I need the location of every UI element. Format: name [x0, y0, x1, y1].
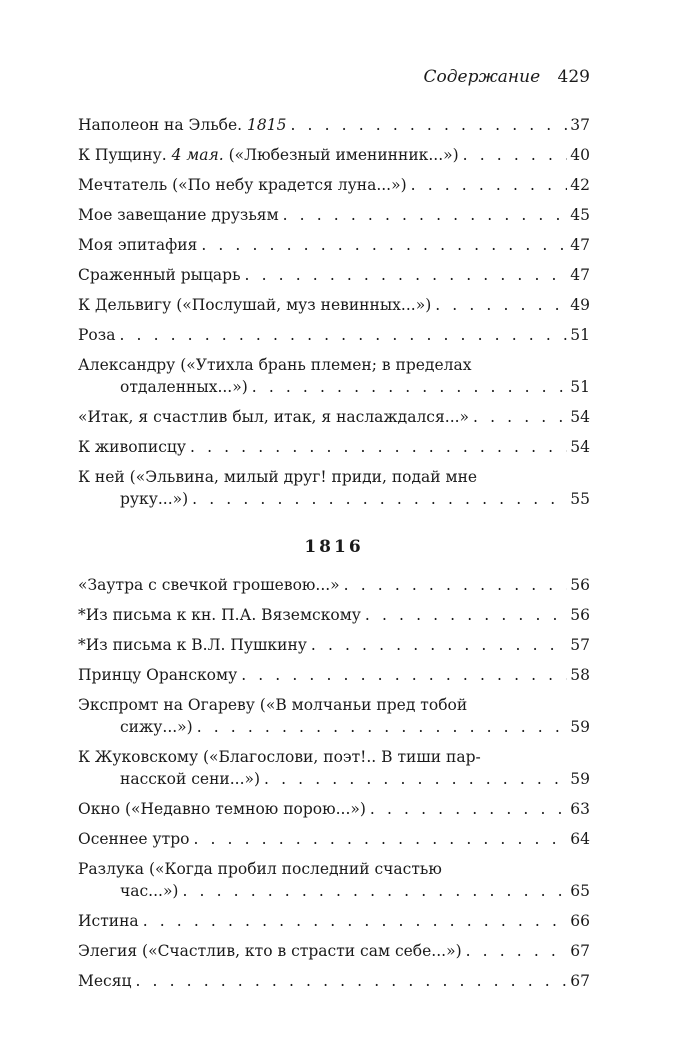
- entry-title: *Из письма к В.Л. Пушкину: [78, 636, 307, 654]
- toc-entry[interactable]: [78, 940, 590, 962]
- dot-leader: [197, 716, 568, 738]
- entry-title: Истина: [78, 912, 139, 930]
- dot-leader: [201, 234, 567, 256]
- toc-entry[interactable]: [78, 264, 590, 286]
- toc-entry[interactable]: [78, 574, 590, 596]
- entry-title: Роза: [78, 326, 116, 344]
- entry-title: К Дельвигу («Послушай, муз невинных...»): [78, 296, 432, 314]
- entry-title: Экспромт на Огареву («В молчаньи пред тобой: [78, 696, 468, 714]
- dot-leader: [466, 940, 568, 962]
- toc-entry[interactable]: [78, 910, 590, 932]
- entry-page: 56: [570, 576, 590, 594]
- dot-leader: [365, 604, 567, 626]
- dot-leader: [135, 970, 567, 992]
- entry-page: 51: [570, 378, 590, 396]
- entry-page: 49: [570, 296, 590, 314]
- dot-leader: [411, 174, 568, 196]
- toc-entry[interactable]: [78, 970, 590, 992]
- toc-entry[interactable]: [78, 828, 590, 850]
- entry-title-continuation: сижу...»): [120, 718, 193, 736]
- entry-page: 59: [570, 770, 590, 788]
- entry-page: 37: [570, 116, 590, 134]
- toc-group-1816: [78, 574, 590, 1000]
- entry-page: 67: [570, 972, 590, 990]
- entry-title: Мечтатель («По небу крадется луна...»): [78, 176, 407, 194]
- entry-page: 67: [570, 942, 590, 960]
- entry-page: 40: [570, 146, 590, 164]
- dot-leader: [245, 264, 568, 286]
- entry-title: Принцу Оранскому: [78, 666, 238, 684]
- dot-leader: [344, 574, 568, 596]
- toc-entry[interactable]: [78, 294, 590, 316]
- toc-group-1815: [78, 114, 590, 518]
- entry-page: 45: [570, 206, 590, 224]
- dot-leader: [192, 488, 567, 510]
- entry-title: Элегия («Счастлив, кто в страсти сам себе...»): [78, 942, 462, 960]
- entry-title-continuation: отдаленных...»): [120, 378, 248, 396]
- dot-leader: [252, 376, 568, 398]
- dot-leader: [370, 798, 567, 820]
- entry-title: К живописцу: [78, 438, 187, 456]
- entry-title: Окно («Недавно темною порою...»): [78, 800, 366, 818]
- year-heading: 1816: [304, 537, 364, 557]
- dot-leader: [193, 828, 567, 850]
- toc-entry[interactable]: [78, 204, 590, 226]
- entry-page: 51: [570, 326, 590, 344]
- entry-title: Сраженный рыцарь: [78, 266, 241, 284]
- entry-title: Александру («Утихла брань племен; в пределах: [78, 356, 472, 374]
- toc-entry[interactable]: [78, 174, 590, 196]
- entry-title: Моя эпитафия: [78, 236, 198, 254]
- entry-title-continuation: час...»): [120, 882, 179, 900]
- dot-leader: [435, 294, 567, 316]
- toc-entry[interactable]: [78, 466, 590, 510]
- entry-page: 63: [570, 800, 590, 818]
- entry-page: 47: [570, 266, 590, 284]
- entry-page: 54: [570, 438, 590, 456]
- entry-title: К Жуковскому («Благослови, поэт!.. В тиши пар-: [78, 748, 481, 766]
- entry-year: 1815: [247, 116, 287, 134]
- entry-page: 54: [570, 408, 590, 426]
- entry-page: 57: [570, 636, 590, 654]
- toc-entry[interactable]: [78, 664, 590, 686]
- toc-entry[interactable]: [78, 406, 590, 428]
- dot-leader: [190, 436, 567, 458]
- entry-title: Месяц: [78, 972, 132, 990]
- dot-leader: [311, 634, 567, 656]
- entry-page: 56: [570, 606, 590, 624]
- dot-leader: [283, 204, 568, 226]
- dot-leader: [143, 910, 568, 932]
- toc-entry[interactable]: [78, 234, 590, 256]
- entry-page: 58: [570, 666, 590, 684]
- toc-entry[interactable]: [78, 858, 590, 902]
- toc-entry[interactable]: [78, 324, 590, 346]
- entry-title: «Заутра с свечкой грошевою...»: [78, 576, 340, 594]
- entry-page: 42: [570, 176, 590, 194]
- entry-title: К ней («Эльвина, милый друг! приди, подай мне: [78, 468, 478, 486]
- section-title: Содержание: [423, 67, 541, 87]
- toc-entry[interactable]: [78, 604, 590, 626]
- dot-leader: [473, 406, 567, 428]
- entry-page: 59: [570, 718, 590, 736]
- entry-date: 4 мая.: [171, 146, 224, 164]
- entry-title: Разлука («Когда пробил последний счастью: [78, 860, 442, 878]
- entry-title: *Из письма к кн. П.А. Вяземскому: [78, 606, 361, 624]
- entry-title: Мое завещание друзьям: [78, 206, 279, 224]
- dot-leader: [463, 144, 568, 166]
- entry-page: 55: [570, 490, 590, 508]
- toc-entry[interactable]: [78, 694, 590, 738]
- entry-page: 64: [570, 830, 590, 848]
- toc-entry[interactable]: [78, 114, 590, 136]
- dot-leader: [264, 768, 567, 790]
- toc-entry[interactable]: [78, 798, 590, 820]
- dot-leader: [182, 880, 567, 902]
- dot-leader: [119, 324, 567, 346]
- entry-title-continuation: насской сени...»): [120, 770, 261, 788]
- toc-entry[interactable]: [78, 746, 590, 790]
- entry-title-continuation: руку...»): [120, 490, 189, 508]
- dot-leader: [241, 664, 567, 686]
- running-head: [78, 64, 590, 90]
- entry-title: «Итак, я счастлив был, итак, я наслаждался...»: [78, 408, 470, 426]
- toc-entry[interactable]: [78, 634, 590, 656]
- toc-entry[interactable]: [78, 354, 590, 398]
- toc-entry[interactable]: [78, 144, 590, 166]
- page-number: 429: [557, 67, 590, 87]
- entry-page: 66: [570, 912, 590, 930]
- entry-page: 65: [570, 882, 590, 900]
- dot-leader: [291, 114, 568, 136]
- entry-title: К Пущину. 4 мая. («Любезный именинник...»): [78, 146, 459, 164]
- entry-title: Осеннее утро: [78, 830, 190, 848]
- entry-page: 47: [570, 236, 590, 254]
- entry-title: Наполеон на Эльбе. 1815: [78, 116, 287, 134]
- toc-entry[interactable]: [78, 436, 590, 458]
